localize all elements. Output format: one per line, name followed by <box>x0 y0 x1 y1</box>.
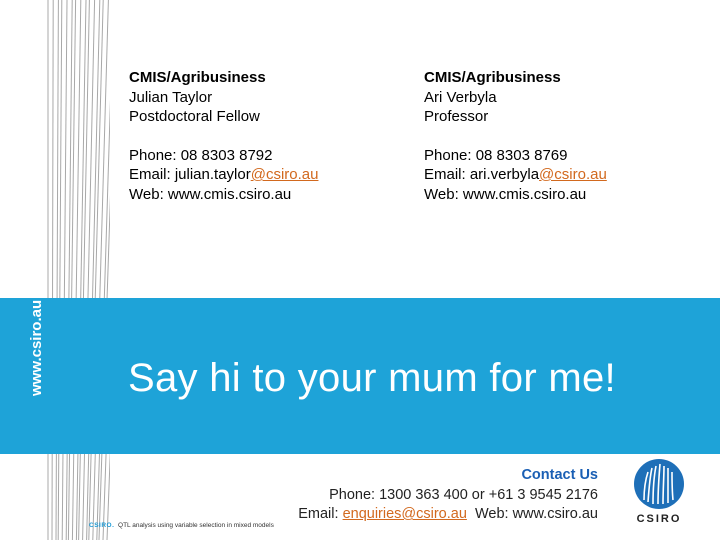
csiro-logo <box>628 458 690 524</box>
contact-web: Web: www.cmis.csiro.au <box>424 185 587 203</box>
contact-name: Julian Taylor <box>129 88 213 106</box>
caption-text: QTL analysis using variable selection in mixed models <box>114 522 274 529</box>
footer-contact <box>298 466 598 525</box>
stripe-line <box>52 0 53 540</box>
side-url-text <box>24 300 48 400</box>
contact-role: Professor <box>424 108 489 125</box>
contact-us-title: Contact Us <box>521 467 598 483</box>
contact-email-link[interactable]: @csiro.au <box>250 166 319 183</box>
contact-card-julian-taylor <box>129 68 318 204</box>
stripe-line <box>56 0 58 540</box>
contact-role: Postdoctoral Fellow <box>129 108 260 125</box>
contact-email <box>424 165 607 185</box>
contact-email-link[interactable]: @csiro.au <box>539 166 607 183</box>
footer-email-label: Email: <box>298 506 343 522</box>
svg-text:www.csiro.au: www.csiro.au <box>28 300 45 396</box>
footer-web: Web: www.csiro.au <box>466 506 598 522</box>
footer-email-line <box>298 505 598 525</box>
slide-caption <box>89 522 274 529</box>
decorative-stripes <box>0 0 110 540</box>
contact-name: Ari Verbyla <box>424 88 497 106</box>
svg-text:CSIRO: CSIRO <box>636 513 682 524</box>
contact-email-prefix: Email: julian.taylor <box>129 166 251 183</box>
contact-card-ari-verbyla <box>424 68 607 204</box>
contact-org: CMIS/Agribusiness <box>129 69 266 86</box>
contact-phone: Phone: 08 8303 8792 <box>129 146 273 164</box>
footer-email-link[interactable]: enquiries@csiro.au <box>342 506 467 522</box>
contact-email <box>129 165 318 185</box>
caption-brand: CSIRO. <box>89 522 115 529</box>
contact-phone: Phone: 08 8303 8769 <box>424 146 568 164</box>
contact-web: Web: www.cmis.csiro.au <box>129 185 292 203</box>
contact-email-prefix: Email: ari.verbyla <box>424 166 540 183</box>
headline-text: Say hi to your mum for me! <box>128 356 616 400</box>
stripe-line <box>58 0 62 540</box>
stripe-line <box>62 0 67 540</box>
footer-phone: Phone: 1300 363 400 or +61 3 9545 2176 <box>329 486 598 503</box>
stripe-line <box>72 0 80 540</box>
contact-org: CMIS/Agribusiness <box>424 69 561 86</box>
